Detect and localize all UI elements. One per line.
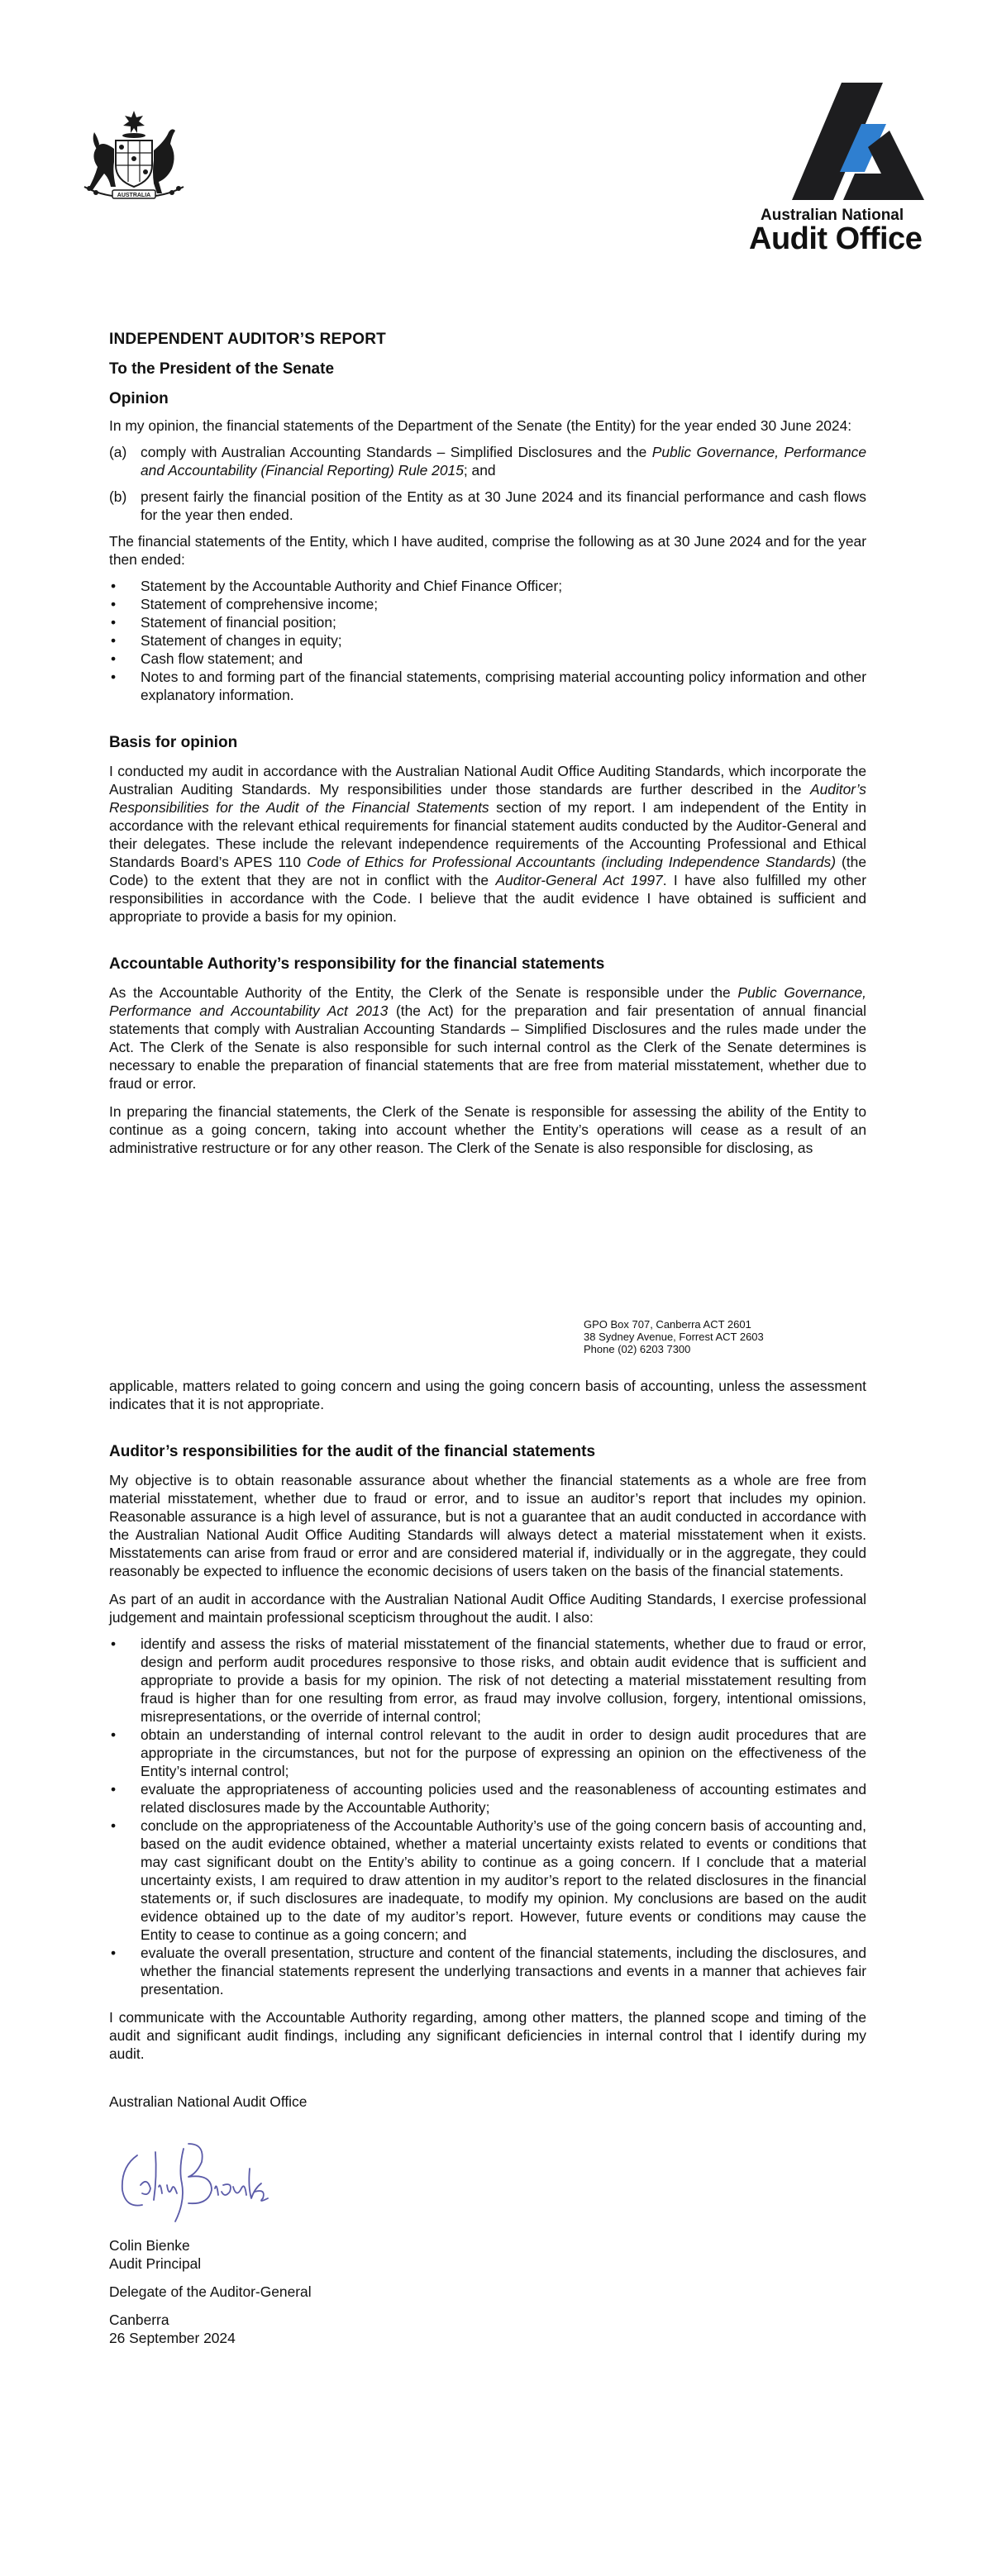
opinion-comprise: The financial statements of the Entity, which I have audited, comprise the following as at 30 June 2024 and for the year then ended: xyxy=(109,533,866,568)
list-item: • evaluate the overall presentation, structure and content of the financial statements, including the disclosures, and whether the financial statements represent the underlying transactions and events in a manner that achieves fair presentation. xyxy=(111,1945,866,1997)
opinion-heading: Opinion xyxy=(109,390,169,407)
crest-motto: AUSTRALIA xyxy=(117,193,151,198)
report-body xyxy=(109,331,866,1157)
opinion-list xyxy=(109,443,866,524)
address-line: GPO Box 707, Canberra ACT 2601 xyxy=(584,1318,751,1331)
list-item: • conclude on the appropriateness of the Accountable Authority’s use of the going concern basis of accounting and, based on the audit evidence obtained, whether a material uncertainty exists related to events or conditions that may cast significant doubt on the Entity’s ability to continue as a going concern. If I conclude that a material uncertainty exists, I am required to draw attention in my auditor’s report to the related disclosures in the financial statements or, if such disclosures are inadequate, to modify my opinion. My conclusions are based on the audit evidence obtained up to the date of my auditor’s report. However, future events or conditions may cause the Entity to cease to continue as a going concern; and xyxy=(111,1817,866,1943)
anao-logo xyxy=(744,76,934,258)
address-line: 38 Sydney Avenue, Forrest ACT 2603 xyxy=(584,1331,764,1343)
address-line: Phone (02) 6203 7300 xyxy=(584,1343,691,1355)
signoff-delegate: Delegate of the Auditor-General xyxy=(109,2283,312,2300)
list-marker: (a) xyxy=(109,444,127,460)
signoff-date: 26 September 2024 xyxy=(109,2330,236,2346)
statements-list xyxy=(109,577,866,704)
auditor-paragraph-2: As part of an audit in accordance with the Australian National Audit Office Auditing Standards, I exercise professional judgement and maintain professional scepticism throughout the audit. I also: xyxy=(109,1591,866,1626)
auditor-heading: Auditor’s responsibilities for the audit of the financial statements xyxy=(109,1443,596,1460)
list-item: • Statement by the Accountable Authority and Chief Finance Officer; xyxy=(111,578,563,594)
signoff-org: Australian National Audit Office xyxy=(109,2093,308,2110)
addressee: To the President of the Senate xyxy=(109,360,335,378)
list-item: • evaluate the appropriateness of accounting policies used and the reasonableness of accounting estimates and related disclosures made by the Accountable Authority; xyxy=(111,1781,866,1816)
signoff-name: Colin Bienke xyxy=(109,2237,190,2254)
office-address xyxy=(584,1318,832,1355)
report-title: INDEPENDENT AUDITOR’S REPORT xyxy=(109,331,386,348)
logo-line1: Australian National xyxy=(761,207,904,224)
accountable-paragraph-2: In preparing the financial statements, the Clerk of the Senate is responsible for assessing the ability of the Entity to continue as a going concern, taking into account whether the Entity’s operations will cease as a result of an administrative restructure or for any other reason. The Clerk of the Senate is also responsible for disclosing, as xyxy=(109,1103,866,1156)
accountable-paragraph-1: As the Accountable Authority of the Entity, the Clerk of the Senate is responsible under the Public Governance, Performance and Accountability Act 2013 (the Act) for the preparation and fair presentation of annual financial statements that comply with Australian Accounting Standards – Simplified Disclosures and the rules made under the Act. The Clerk of the Senate is also responsible for such internal control as the Clerk of the Senate determines is necessary to enable the preparation of financial statements that are free from material misstatement, whether due to fraud or error. xyxy=(109,984,867,1092)
coat-of-arms-icon xyxy=(73,107,195,205)
logo-line2: Audit Office xyxy=(749,221,923,256)
auditor-list xyxy=(109,1635,866,1998)
list-item: • identify and assess the risks of material misstatement of the financial statements, whether due to fraud or error, design and perform audit procedures responsive to those risks, and obtain audit evidence that is sufficient and appropriate to provide a basis for my opinion. The risk of not detecting a material misstatement resulting from fraud is higher than for one resulting from error, as fraud may involve collusion, forgery, intentional omissions, misrepresentations, or the override of internal control; xyxy=(111,1636,866,1725)
list-item: (a) comply with Australian Accounting Standards – Simplified Disclosures and the Public Governance, Performance and Accountability (Financial Reporting) Rule 2015; and xyxy=(109,444,866,479)
list-item: • Statement of financial position; xyxy=(111,614,336,631)
list-marker: (b) xyxy=(109,488,127,505)
signoff-city: Canberra xyxy=(109,2312,169,2328)
signoff-role: Audit Principal xyxy=(109,2255,202,2272)
accountable-paragraph-2-continued: applicable, matters related to going concern and using the going concern basis of accounting, unless the assessment indicates that it is not appropriate. xyxy=(109,1378,866,1412)
basis-heading: Basis for opinion xyxy=(109,734,238,751)
opinion-intro: In my opinion, the financial statements of the Department of the Senate (the Entity) for the year ended 30 June 2024: xyxy=(109,417,852,434)
handwritten-signature-icon xyxy=(109,2119,274,2226)
auditor-paragraph-3: I communicate with the Accountable Authority regarding, among other matters, the planned scope and timing of the audit and significant audit findings, including any significant deficiencies in internal control that I identify during my audit. xyxy=(109,2009,866,2062)
list-item: • Statement of changes in equity; xyxy=(111,632,342,649)
signoff xyxy=(109,2093,866,2347)
anao-logo-mark-icon xyxy=(744,76,934,208)
basis-paragraph: I conducted my audit in accordance with the Australian National Audit Office Auditing Standards, which incorporate the Australian Auditing Standards. My responsibilities under those standards are further described in the Auditor’s Responsibilities for the Audit of the Financial Statements section of my report. I am independent of the Entity in accordance with the relevant ethical requirements for financial statement audits conducted by the Auditor-General and their delegates. These include the relevant independence requirements of the Accounting Professional and Ethical Standards Board’s APES 110 Code of Ethics for Professional Accountants (including Independence Standards) (the Code) to the extent that they are not in conflict with the Auditor-General Act 1997. I have also fulfilled my other responsibilities in accordance with the Code. I believe that the audit evidence I have obtained is sufficient and appropriate to provide a basis for my opinion. xyxy=(109,763,866,925)
accountable-heading: Accountable Authority’s responsibility for the financial statements xyxy=(109,955,605,973)
report-body-continued xyxy=(109,1377,866,2347)
list-item: • Cash flow statement; and xyxy=(111,650,303,667)
list-item: • Notes to and forming part of the financial statements, comprising material accounting policy information and other explanatory information. xyxy=(111,669,866,703)
list-item: (b) present fairly the financial position of the Entity as at 30 June 2024 and its financial performance and cash flows for the year then ended. xyxy=(109,488,866,523)
list-item: • Statement of comprehensive income; xyxy=(111,596,379,612)
auditor-paragraph-1: My objective is to obtain reasonable assurance about whether the financial statements as a whole are free from material misstatement, whether due to fraud or error, and to issue an auditor’s report that includes my opinion. Reasonable assurance is a high level of assurance, but is not a guarantee that an audit conducted in accordance with the Australian National Audit Office Auditing Standards will always detect a material misstatement when it exists. Misstatements can arise from fraud or error and are considered material if, individually or in the aggregate, they could reasonably be expected to influence the economic decisions of users taken on the basis of the financial statements. xyxy=(109,1472,866,1579)
list-item: • obtain an understanding of internal control relevant to the audit in order to design audit procedures that are appropriate in the circumstances, but not for the purpose of expressing an opinion on the effectiveness of the Entity’s internal control; xyxy=(111,1726,866,1779)
